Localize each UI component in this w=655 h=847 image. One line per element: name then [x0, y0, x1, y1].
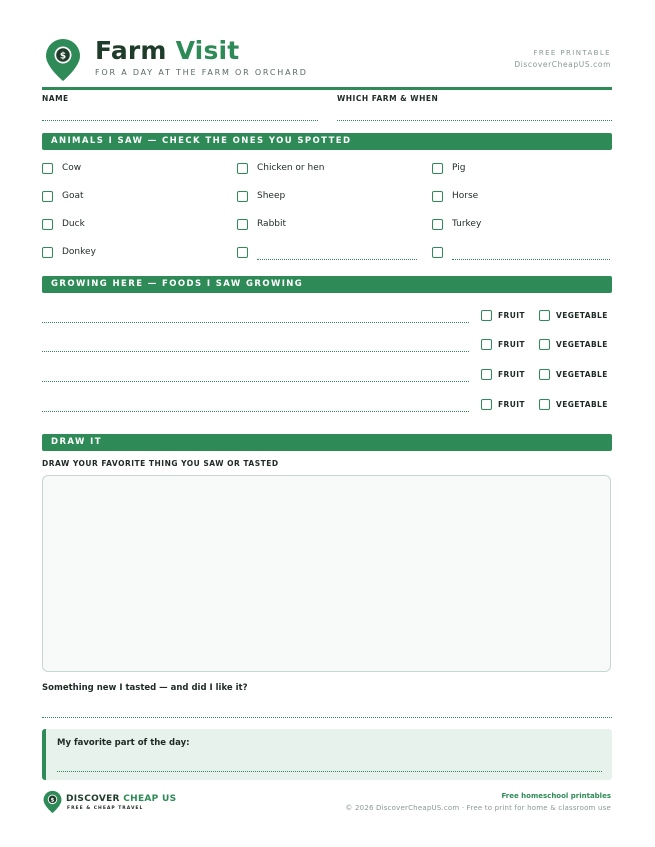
footer-logo-pin-icon [43, 790, 62, 814]
favorite-part-box [42, 729, 612, 780]
vegetable-label: VEGETABLE [556, 311, 608, 320]
free-printable-tag: FREE PRINTABLE [533, 49, 611, 57]
draw-section-header [42, 434, 612, 451]
animals-heading: ANIMALS I SAW — CHECK THE ONES YOU SPOTTED [51, 136, 352, 146]
animal-checkbox[interactable] [42, 191, 53, 202]
animals-section-header [42, 133, 612, 150]
fruit-checkbox[interactable] [481, 369, 492, 380]
title-visit: Visit [175, 36, 240, 65]
page-title [95, 36, 239, 66]
fruit-label: FRUIT [498, 340, 525, 349]
vegetable-label: VEGETABLE [556, 340, 608, 349]
animal-label: Cow [62, 163, 82, 173]
animal-label: Rabbit [257, 219, 287, 229]
animal-checkbox[interactable] [432, 219, 443, 230]
tasted-answer-line[interactable] [42, 717, 612, 718]
vegetable-label: VEGETABLE [556, 370, 608, 379]
vegetable-checkbox[interactable] [539, 339, 550, 350]
vegetable-checkbox[interactable] [539, 310, 550, 321]
animal-label: Turkey [452, 219, 482, 229]
growing-food-line[interactable] [42, 381, 469, 382]
growing-section-header [42, 276, 612, 293]
animal-checkbox[interactable] [237, 247, 248, 258]
footer-logo-discover: DISCOVER [66, 794, 120, 804]
animal-label: Sheep [257, 191, 286, 201]
growing-heading: GROWING HERE — FOODS I SAW GROWING [51, 279, 304, 289]
draw-prompt: DRAW YOUR FAVORITE THING YOU SAW OR TASTED [42, 459, 279, 468]
growing-food-line[interactable] [42, 411, 469, 412]
page-subtitle: FOR A DAY AT THE FARM OR ORCHARD [95, 68, 308, 77]
fruit-label: FRUIT [498, 370, 525, 379]
animal-checkbox[interactable] [237, 219, 248, 230]
fruit-checkbox[interactable] [481, 339, 492, 350]
animal-checkbox[interactable] [432, 163, 443, 174]
svg-text:$: $ [50, 797, 55, 804]
draw-heading: DRAW IT [51, 437, 102, 447]
animal-label: Duck [62, 219, 85, 229]
animal-checkbox[interactable] [42, 163, 53, 174]
svg-text:$: $ [59, 51, 67, 62]
farm-label: WHICH FARM & WHEN [337, 94, 439, 103]
animal-label: Pig [452, 163, 466, 173]
drawing-area[interactable] [42, 475, 611, 672]
animal-checkbox[interactable] [432, 247, 443, 258]
footer-printables-text: Free homeschool printables [501, 792, 611, 800]
animal-label: Donkey [62, 247, 96, 257]
vegetable-checkbox[interactable] [539, 399, 550, 410]
animal-label: Goat [62, 191, 84, 201]
fruit-checkbox[interactable] [481, 399, 492, 410]
fruit-checkbox[interactable] [481, 310, 492, 321]
animal-checkbox[interactable] [42, 247, 53, 258]
title-farm: Farm [95, 36, 167, 65]
favorite-question: My favorite part of the day: [57, 738, 190, 748]
animal-write-in-line[interactable] [257, 259, 417, 260]
animal-checkbox[interactable] [42, 219, 53, 230]
footer-copyright: © 2026 DiscoverCheapUS.com · Free to print for home & classroom use [345, 804, 611, 812]
animal-checkbox[interactable] [432, 191, 443, 202]
site-url: DiscoverCheapUS.com [514, 60, 611, 69]
name-label: NAME [42, 94, 69, 103]
footer-logo-cheapus: CHEAP US [123, 794, 177, 804]
fruit-label: FRUIT [498, 311, 525, 320]
fruit-label: FRUIT [498, 400, 525, 409]
animal-checkbox[interactable] [237, 163, 248, 174]
animal-checkbox[interactable] [237, 191, 248, 202]
favorite-answer-line[interactable] [57, 771, 602, 772]
name-field[interactable] [42, 120, 318, 121]
header-divider [42, 87, 612, 90]
animal-label: Horse [452, 191, 479, 201]
farm-field[interactable] [337, 120, 612, 121]
animal-write-in-line[interactable] [452, 259, 610, 260]
footer-logo-tagline: FREE & CHEAP TRAVEL [67, 806, 144, 811]
tasted-question: Something new I tasted — and did I like it? [42, 683, 248, 693]
vegetable-label: VEGETABLE [556, 400, 608, 409]
footer-logo-text [66, 794, 176, 804]
growing-food-line[interactable] [42, 351, 469, 352]
animal-label: Chicken or hen [257, 163, 325, 173]
vegetable-checkbox[interactable] [539, 369, 550, 380]
dollar-pin-icon [45, 38, 81, 82]
growing-food-line[interactable] [42, 322, 469, 323]
